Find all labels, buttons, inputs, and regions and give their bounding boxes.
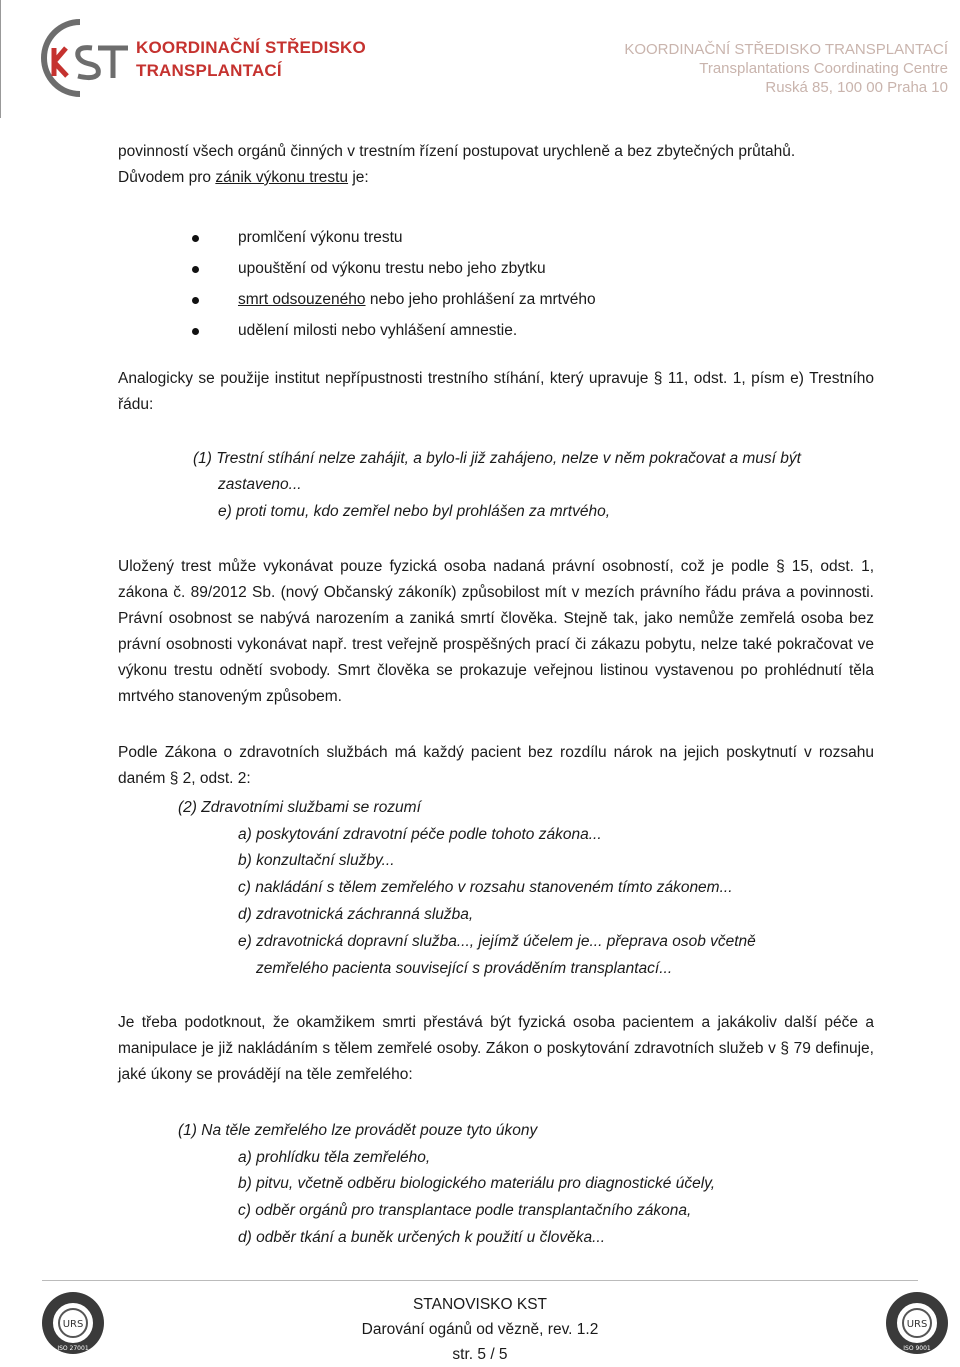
quote-2-item-d: d) zdravotnická záchranná služba, [238,906,474,923]
logo-line-2: TRANSPLANTACÍ [136,61,282,80]
quote-1-line-3: e) proti tomu, kdo zemřel nebo byl prohlášen za mrtvého, [218,503,610,520]
bullet-icon [192,297,199,304]
p2-suffix: je: [348,169,369,186]
page-header [0,0,960,118]
quote-3-item-a: a) prohlídku těla zemřelého, [238,1149,431,1166]
svg-text:URS: URS [62,1319,84,1330]
header-address-line: Ruská 85, 100 00 Praha 10 [765,79,948,96]
paragraph-2 [118,165,874,191]
list-item [192,225,596,256]
header-address [624,40,948,97]
header-org-name-en: Transplantations Coordinating Centre [699,60,948,77]
quote-2-head: (2) Zdravotními službami se rozumí [178,799,421,816]
footer-title: STANOVISKO KST [412,1296,548,1313]
svg-text:ISO 9001: ISO 9001 [903,1345,931,1352]
quote-3-head: (1) Na těle zemřelého lze provádět pouze tyto úkony [178,1122,538,1139]
quote-2-item-e-cont: zemřelého pacienta související s prováděním transplantací... [256,960,673,977]
page-number: str. 5 / 5 [452,1346,508,1363]
quote-2-item-b: b) konzultační služby... [238,852,395,869]
svg-text:ISO 27001: ISO 27001 [57,1345,89,1352]
quote-1-line-1: (1) Trestní stíhání nelze zahájit, a bylo-li již zahájeno, nelze v něm pokračovat a musí být [193,450,801,467]
list-item-text: promlčení výkonu trestu [238,229,403,246]
bullet-icon [192,328,199,335]
quote-2-item-a: a) poskytování zdravotní péče podle tohoto zákona... [238,826,602,843]
bullet-icon [192,266,199,273]
footer-document-name: Darování ogánů od vězně, rev. 1.2 [361,1321,599,1338]
kst-logo-icon [40,18,130,98]
paragraph-1: povinností všech orgánů činných v trestním řízení postupovat urychleně a bez zbytečných průtahů. [118,143,796,160]
list-item [192,287,596,318]
list-item-text: nebo jeho prohlášení za mrtvého [365,291,596,308]
header-org-name: KOORDINAČNÍ STŘEDISKO TRANSPLANTACÍ [624,41,948,58]
quote-3-item-b: b) pitvu, včetně odběru biologického materiálu pro diagnostické účely, [238,1175,716,1192]
quote-1-line-2: zastaveno... [218,476,302,493]
paragraph-3: Analogicky se použije institut nepřípustnosti trestního stíhání, který upravuje § 11, odst. 1, písm e) Trestního řádu: [118,370,874,413]
bullet-icon [192,235,199,242]
quote-2-item-e: e) zdravotnická dopravní služba..., jejímž účelem je... přeprava osob včetně [238,933,756,950]
logo-wordmark [136,36,366,82]
logo-line-1: KOORDINAČNÍ STŘEDISKO [136,38,366,57]
paragraph-4: Uložený trest může vykonávat pouze fyzická osoba nadaná právní osobností, což je podle § 15, odst. 1, zákona č. 89/2012 Sb. (nový Občanský zákoník) způsobilost mít v mezích právního řádu práva a povinnosti. Právní osobnost se nabývá narozením a zaniká smrtí člověka. Stejně tak, jako nemůže zemřelá osoba bez právní osobnosti vykonávat např. trest veřejně prospěšných prací či zákazu pobytu, nelze také pokračovat ve výkonu trestu odnětí svobody. Smrt člověka se prokazuje veřejnou listinou vystavenou po prohlédnutí těla mrtvého stanoveným způsobem. [118,558,874,705]
p2-underlined: zánik výkonu trestu [215,169,349,186]
svg-text:URS: URS [906,1319,928,1330]
footer-divider [42,1280,918,1281]
page-footer [0,1292,960,1367]
list-item-underlined: smrt odsouzeného [238,291,366,308]
list-item [192,318,596,349]
list-item-text: udělení milosti nebo vyhlášení amnestie. [238,322,518,339]
paragraph-6: Je třeba podotknout, že okamžikem smrti přestává být fyzická osoba pacientem a jakákoliv další péče a manipulace je již nakládáním s tělem zemřelé osoby. Zákon o poskytování zdravotních služeb v § 79 definuje, jaké úkony se provádějí na těle zemřelého: [118,1014,874,1083]
paragraph-5: Podle Zákona o zdravotních službách má každý pacient bez rozdílu nárok na jejich poskytnutí v rozsahu daném § 2, odst. 2: [118,744,874,787]
p2-prefix: Důvodem pro [118,169,216,186]
quote-2-item-c: c) nakládání s tělem zemřelého v rozsahu stanoveném tímto zákonem... [238,879,733,896]
list-item-text: upouštění od výkonu trestu nebo jeho zbytku [238,260,546,277]
bullet-list [192,225,596,349]
quote-3-item-c: c) odběr orgánů pro transplantace podle transplantačního zákona, [238,1202,692,1219]
quote-3-item-d: d) odběr tkání a buněk určených k použití u člověka... [238,1229,606,1246]
header-divider [0,0,1,118]
list-item [192,256,596,287]
